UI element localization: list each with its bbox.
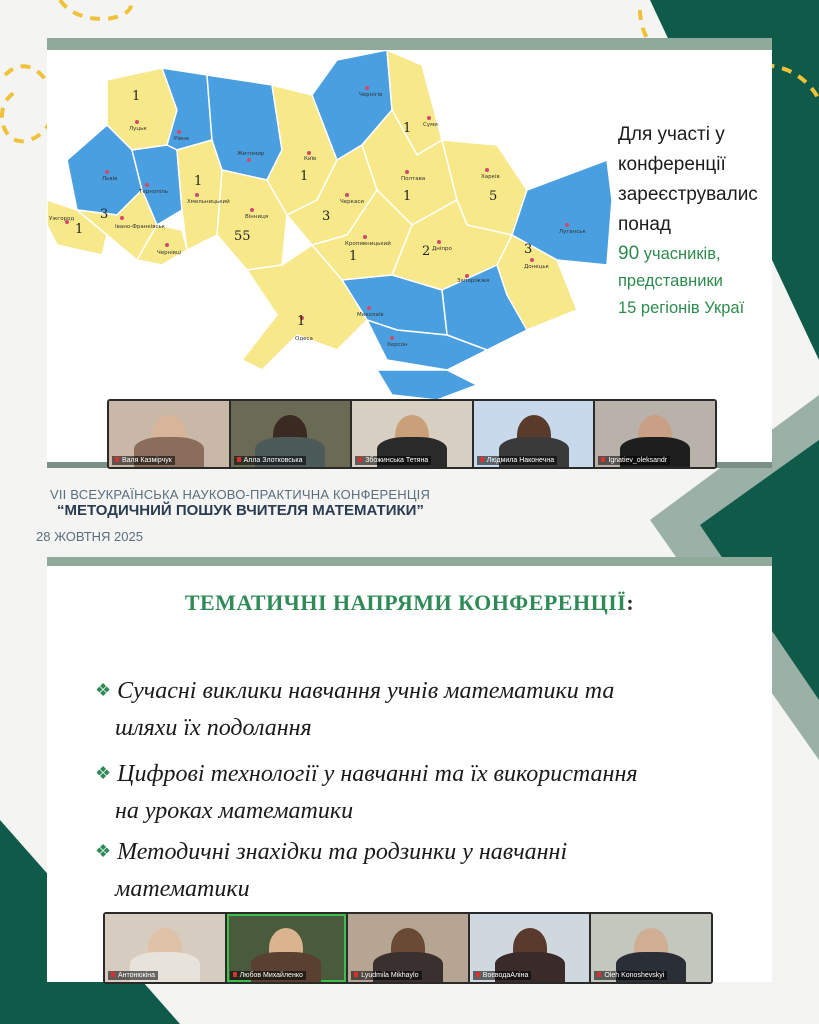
theme-item-line-2: на уроках математики xyxy=(115,798,354,824)
participant-count: 90 xyxy=(618,243,640,264)
label-lviv: Львів xyxy=(102,176,118,182)
label-lutsk: Луцьк xyxy=(129,126,147,132)
city-dot xyxy=(485,168,489,172)
participant-name: Lyudmila Mikhaylo xyxy=(351,971,421,980)
city-dot xyxy=(177,130,181,134)
video-tile[interactable] xyxy=(470,914,590,982)
count-kirovohrad: 1 xyxy=(349,249,358,264)
label-uzhhorod: Ужгород xyxy=(49,216,75,222)
diamond-bullet-icon: ❖ xyxy=(95,763,112,783)
city-dot xyxy=(367,306,371,310)
video-tile[interactable] xyxy=(105,914,225,982)
participant-name: Людмила Наконечна xyxy=(477,456,557,465)
video-tile[interactable] xyxy=(348,914,468,982)
video-tile[interactable] xyxy=(474,401,594,467)
participation-summary xyxy=(618,120,788,322)
theme-item-line-1: Методичні знахідки та родзинки у навчанні xyxy=(117,839,568,865)
count-volyn: 1 xyxy=(132,89,141,104)
city-dot xyxy=(307,151,311,155)
city-dot xyxy=(405,170,409,174)
themes-heading-text: ТЕМАТИЧНІ НАПРЯМИ КОНФЕРЕНЦІЇ xyxy=(184,590,627,615)
participant-name: Алла Злотковська xyxy=(234,456,306,465)
city-dot xyxy=(565,223,569,227)
label-zhytomyr: Житомир xyxy=(237,151,265,157)
label-rivne: Рівне xyxy=(174,136,190,142)
participant-name: Любов Михайленко xyxy=(230,971,306,980)
video-tile[interactable] xyxy=(595,401,715,467)
participation-line-4: понад xyxy=(618,214,672,235)
city-dot xyxy=(165,243,169,247)
count-dnipro: 2 xyxy=(422,244,431,259)
city-dot xyxy=(530,258,534,262)
slide-top-bar xyxy=(47,38,772,50)
city-dot xyxy=(363,235,367,239)
label-luhansk: Луганськ xyxy=(559,229,586,235)
video-tile-active-speaker[interactable] xyxy=(227,914,347,982)
participant-name: Валя Казмірчук xyxy=(112,456,175,465)
label-odesa: Одеса xyxy=(295,336,313,342)
video-tile[interactable] xyxy=(591,914,711,982)
participation-line-2: конференції xyxy=(618,154,726,175)
participant-name: Ignatiev_oleksandr xyxy=(598,456,670,465)
city-dot xyxy=(345,193,349,197)
label-poltava: Полтава xyxy=(401,176,426,182)
video-tile[interactable] xyxy=(352,401,472,467)
label-kropyvnytskyi: Кропивницький xyxy=(345,241,391,247)
top-dashed-curve xyxy=(60,0,131,19)
region-khmelnytskyi xyxy=(177,140,222,250)
top-left-dashed-curve xyxy=(2,66,54,141)
count-donetsk: 3 xyxy=(524,242,533,257)
ukraine-regions-map xyxy=(47,50,617,400)
participant-count-line xyxy=(618,240,788,268)
themes-heading-colon: : xyxy=(626,590,635,615)
city-dot xyxy=(247,158,251,162)
themes-slide-top-bar xyxy=(47,557,772,566)
theme-item-line-1: Цифрові технології у навчанні та їх використання xyxy=(117,761,638,787)
city-dot xyxy=(390,336,394,340)
participant-name: ВоєводаАліна xyxy=(473,971,532,980)
video-tile[interactable] xyxy=(231,401,351,467)
city-dot xyxy=(195,193,199,197)
city-dot xyxy=(105,170,109,174)
theme-item xyxy=(95,672,710,747)
label-ivano-frankivsk: Івано-Франківськ xyxy=(115,224,166,230)
video-tile[interactable] xyxy=(109,401,229,467)
city-dot xyxy=(145,183,149,187)
city-dot xyxy=(250,208,254,212)
count-vinnytsia: 55 xyxy=(234,229,251,244)
region-crimea xyxy=(377,370,477,400)
label-vinnytsia: Вінниця xyxy=(245,214,269,220)
diamond-bullet-icon: ❖ xyxy=(95,841,112,861)
participation-line-6: представники xyxy=(618,272,723,290)
count-kharkiv: 5 xyxy=(489,189,498,204)
count-sumy: 1 xyxy=(403,121,412,136)
label-kherson: Херсон xyxy=(387,342,408,348)
themes-heading xyxy=(0,590,819,616)
theme-item-line-2: математики xyxy=(115,876,250,902)
participant-name: Збожинська Тетяна xyxy=(355,456,431,465)
label-dnipro: Дніпро xyxy=(432,246,452,252)
count-cherkasy: 3 xyxy=(322,209,331,224)
participation-line-1: Для участі у xyxy=(618,124,725,145)
label-chernivtsi: Чернівці xyxy=(157,250,182,256)
label-khmelnytskyi: Хмельницький xyxy=(187,199,230,205)
count-ivano-frankivsk: 3 xyxy=(100,207,109,222)
label-donetsk: Донецьк xyxy=(524,264,549,270)
theme-item-line-1: Сучасні виклики навчання учнів математики та xyxy=(117,678,615,704)
count-khmelnytskyi: 1 xyxy=(194,174,203,189)
conference-date: 28 ЖОВТНЯ 2025 xyxy=(36,529,143,544)
participant-name: Антонюкіна xyxy=(108,971,158,980)
label-kharkiv: Харків xyxy=(481,174,500,180)
label-zaporizhzhia: Запоріжжя xyxy=(457,278,490,284)
city-dot xyxy=(365,86,369,90)
label-chernihiv: Чернігів xyxy=(359,92,383,98)
count-zakarpattia: 1 xyxy=(75,222,84,237)
video-call-strip-top xyxy=(107,399,717,469)
count-kyiv: 1 xyxy=(300,169,309,184)
label-cherkasy: Черкаси xyxy=(340,199,364,205)
theme-item xyxy=(95,833,710,908)
participation-line-7: 15 регіонів Украї xyxy=(618,299,745,317)
count-poltava: 1 xyxy=(403,189,412,204)
conference-subtitle: “МЕТОДИЧНИЙ ПОШУК ВЧИТЕЛЯ МАТЕМАТИКИ” xyxy=(57,502,424,519)
video-call-strip-bottom xyxy=(103,912,713,984)
label-kyiv: Київ xyxy=(304,156,317,162)
city-dot xyxy=(437,240,441,244)
conference-title: VII ВСЕУКРАЇНСЬКА НАУКОВО-ПРАКТИЧНА КОНФЕРЕНЦІЯ xyxy=(50,487,431,502)
participant-count-suffix: учасників, xyxy=(639,245,721,263)
participation-line-3: зареєструвалис xyxy=(618,184,758,205)
city-dot xyxy=(427,116,431,120)
city-dot xyxy=(120,216,124,220)
label-ternopil: Тернопіль xyxy=(139,189,169,195)
theme-item xyxy=(95,755,710,830)
theme-item-line-2: шляхи їх подолання xyxy=(115,715,312,741)
participant-name: Oleh Konoshevskyi xyxy=(594,971,667,980)
city-dot xyxy=(135,120,139,124)
label-mykolaiv: Миколаїв xyxy=(357,312,384,318)
diamond-bullet-icon: ❖ xyxy=(95,680,112,700)
label-sumy: Суми xyxy=(423,122,438,128)
count-odesa: 1 xyxy=(297,314,306,329)
